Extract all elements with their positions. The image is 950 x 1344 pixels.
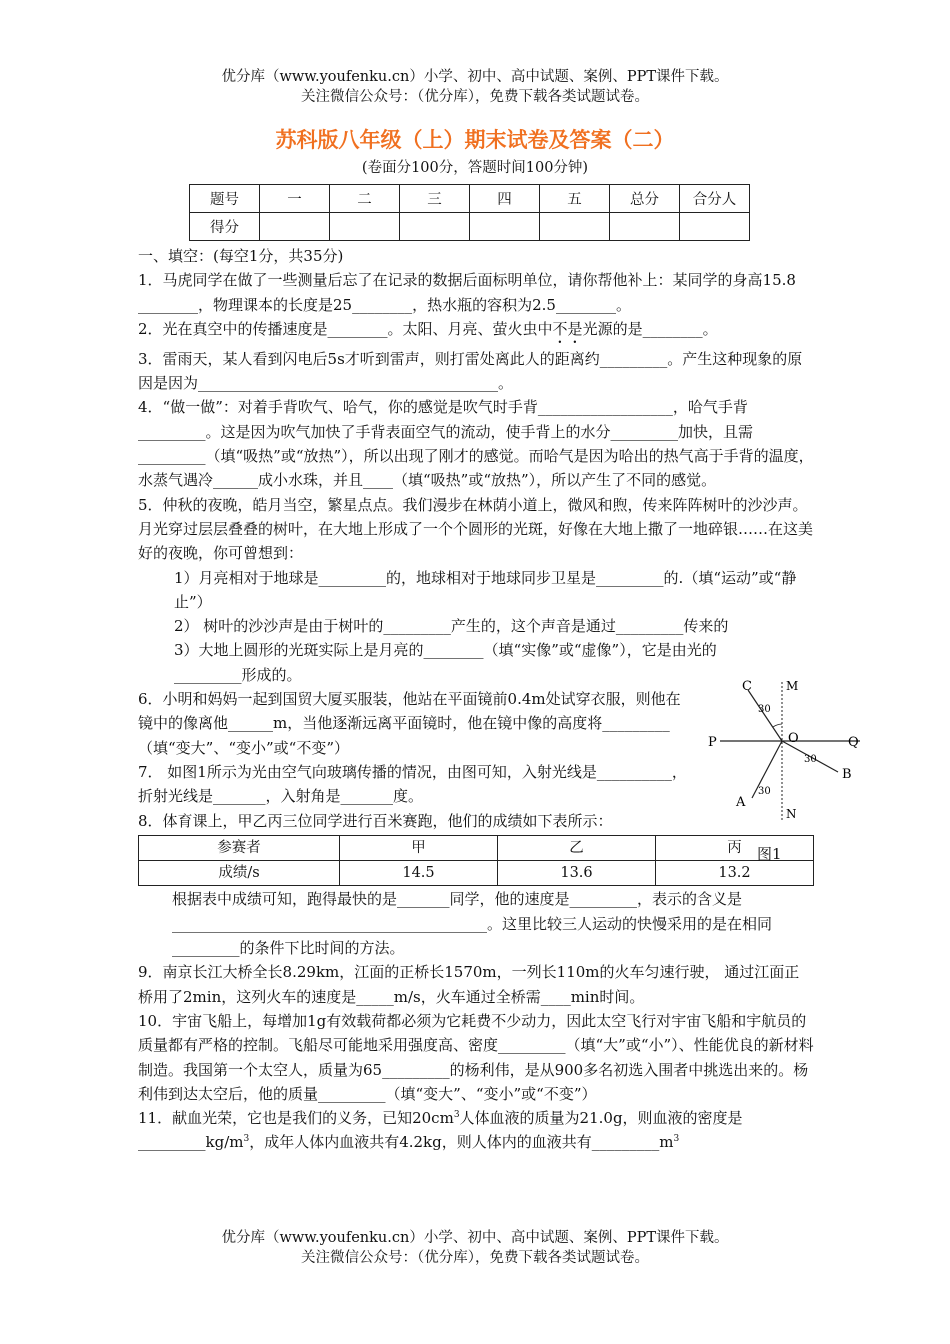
score-row-label: 得分 xyxy=(190,213,260,241)
question-5-intro: 5．仲秋的夜晚，皓月当空，繁星点点。我们漫步在林荫小道上，微风和煦，传来阵阵树叶的沙沙声。月光穿过层层叠叠的树叶，在大地上形成了一个个圆形的光斑，好像在大地上撒了一地碎银……在这美好的夜晚，你可曾想到： xyxy=(138,495,814,563)
race-data-row xyxy=(139,861,814,886)
page-title: 苏科版八年级（上）期末试卷及答案（二） xyxy=(275,128,675,152)
footer-line-2: 关注微信公众号：（优分库），免费下载各类试题试卷。 xyxy=(301,1250,649,1266)
question-9: 9．南京长江大桥全长8.29km，江面的正桥长1570m，一列长110m的火车匀速行驶， 通过江面正桥用了2min，这列火车的速度是_____m/s，火车通过全桥需____min时间。 xyxy=(138,963,800,1006)
question-11 xyxy=(138,1106,814,1155)
label-p: P xyxy=(708,735,717,750)
angle-label: 30 xyxy=(758,786,771,797)
race-cell: 乙 xyxy=(498,835,656,860)
score-table-header-row xyxy=(190,185,750,213)
angle-label: 30 xyxy=(758,704,771,715)
q11-sup: 3 xyxy=(673,1134,680,1145)
question-8-intro: 8．体育课上，甲乙丙三位同学进行百米赛跑，他们的成绩如下表所示： xyxy=(138,811,613,830)
label-o: O xyxy=(788,731,799,746)
header-line-2: 关注微信公众号：（优分库），免费下载各类试题试卷。 xyxy=(301,89,649,105)
q2-text-c: 光源的是________。 xyxy=(582,319,718,338)
race-table xyxy=(138,835,814,887)
question-1: 1．马虎同学在做了一些测量后忘了在记录的数据后面标明单位，请你帮他补上：某同学的身高15.8 ________，物理课本的长度是25________，热水瓶的容积为2.5________。 xyxy=(138,271,796,314)
q11-sup: 3 xyxy=(243,1134,250,1145)
score-input-cell[interactable] xyxy=(260,213,330,241)
question-3: 3．雷雨天，某人看到闪电后5s才听到雷声，则打雷处离此人的距离约_________。产生这种现象的原因是因为________________________________________。 xyxy=(138,349,803,393)
score-cell: 一 xyxy=(260,185,330,213)
exam-subtitle: (卷面分100分，答题时间100分钟) xyxy=(361,160,589,176)
question-4: 4．“做一做”：对着手背吹气、哈气，你的感觉是吹气时手背__________________，哈气手背_________。这是因为吹气加快了手背表面空气的流动，使手背上的水分_________加快，且需_________（填“吸热”或“放热”），所以出现了刚才的感觉。而哈气是因为哈出的热气高于手背的温度，水蒸气遇冷______成小水珠，并且____（填“吸热”或“放热”），所以产生了不同的感觉。 xyxy=(138,398,814,490)
race-cell: 丙 xyxy=(656,835,814,860)
label-a: A xyxy=(736,795,746,810)
label-b: B xyxy=(842,767,852,782)
score-cell: 合分人 xyxy=(680,185,750,213)
score-input-cell[interactable] xyxy=(470,213,540,241)
section-heading: 一、填空：(每空1分，共35分) xyxy=(138,247,344,265)
score-table-score-row xyxy=(190,213,750,241)
question-2 xyxy=(138,317,814,347)
race-cell: 13.2 xyxy=(656,861,814,886)
label-n: N xyxy=(786,807,797,821)
q11-text-b: 人体血液的质量为21.0g，则血液的密度是_________kg/m xyxy=(138,1109,743,1152)
race-header-row xyxy=(139,835,814,860)
question-6: 6．小明和妈妈一起到国贸大厦买服装，他站在平面镜前0.4m处试穿衣服，则他在镜中的像离他______m，当他逐渐远离平面镜时，他在镜中像的高度将_________（填“变大”、“变小”或“不变”） xyxy=(138,690,681,757)
angle-label: 30 xyxy=(804,754,817,765)
score-input-cell[interactable] xyxy=(680,213,750,241)
label-c: C xyxy=(742,680,752,694)
score-cell: 四 xyxy=(470,185,540,213)
q11-text-c: ，成年人体内血液共有4.2kg，则人体内的血液共有_________m xyxy=(249,1133,674,1152)
q2-text-a: 2．光在真空中的传播速度是________。太阳、月亮、萤火虫中 xyxy=(138,319,553,338)
score-input-cell[interactable] xyxy=(540,213,610,241)
race-cell: 成绩/s xyxy=(139,861,340,886)
score-input-cell[interactable] xyxy=(400,213,470,241)
score-input-cell[interactable] xyxy=(610,213,680,241)
question-8-after: 根据表中成绩可知，跑得最快的是_______同学，他的速度是_________，表示的含义是__________________________________________。这里比较三人运动的快慢采用的是在相同_________的条件下比时间的方法。 xyxy=(172,890,773,958)
score-cell: 题号 xyxy=(190,185,260,213)
score-cell: 二 xyxy=(330,185,400,213)
header-line-1: 优分库（www.youfenku.cn）小学、初中、高中试题、案例、PPT课件下载。 xyxy=(221,69,729,85)
race-cell: 14.5 xyxy=(340,861,498,886)
race-cell: 参赛者 xyxy=(139,835,340,860)
footer-line-1: 优分库（www.youfenku.cn）小学、初中、高中试题、案例、PPT课件下载。 xyxy=(221,1230,729,1246)
question-5-sub-3: 3）大地上圆形的光斑实际上是月亮的________（填“实像”或“虚像”），它是由光的_________形成的。 xyxy=(174,641,717,684)
question-7: 7． 如图1所示为光由空气向玻璃传播的情况，由图可知，入射光线是__________，折射光线是_______，入射角是_______度。 xyxy=(138,762,687,806)
ray-oc xyxy=(748,690,782,741)
angle-arc xyxy=(773,724,782,727)
label-m: M xyxy=(786,680,799,693)
figure-caption: 图1 xyxy=(757,845,782,863)
question-10: 10．宇宙飞船上，每增加1g有效载荷都必须为它耗费不少动力，因此太空飞行对宇宙飞船和宇航员的质量都有严格的控制。飞船尽可能地采用强度高、密度_________（填“大”或“小”）、性能优良的新材料制造。我国第一个太空人，质量为65_________的杨利伟，是从900多名初选入围者中挑选出来的。杨利伟到达太空后，他的质量_________（填“变大”、“变小”或“不变”） xyxy=(138,1011,814,1103)
race-cell: 甲 xyxy=(340,835,498,860)
score-cell: 五 xyxy=(540,185,610,213)
score-table xyxy=(189,184,750,241)
race-cell: 13.6 xyxy=(498,861,656,886)
score-input-cell[interactable] xyxy=(330,213,400,241)
score-cell: 总分 xyxy=(610,185,680,213)
question-5-sub-1: 1）月亮相对于地球是_________的，地球相对于地球同步卫星是_________的.（填“运动”或“静止”） xyxy=(174,568,797,611)
question-5-sub-2: 2） 树叶的沙沙声是由于树叶的_________产生的，这个声音是通过_________传来的 xyxy=(174,617,729,636)
label-q: Q xyxy=(848,735,859,750)
q11-text-a: 11．献血光荣，它也是我们的义务，已知20cm xyxy=(138,1109,454,1128)
score-cell: 三 xyxy=(400,185,470,213)
q2-emphasis: 不是 xyxy=(552,319,583,338)
refraction-figure xyxy=(700,680,870,830)
q11-sup: 3 xyxy=(453,1110,460,1121)
